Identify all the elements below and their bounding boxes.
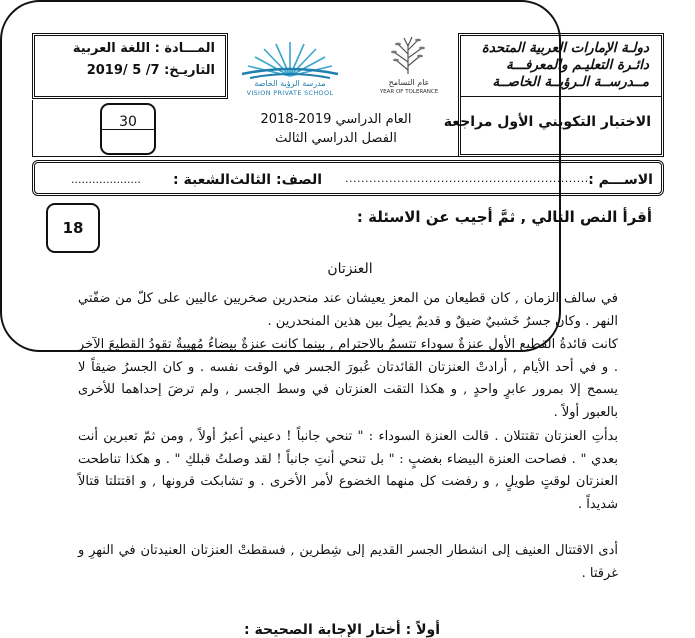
ghaf-tree-icon: [378, 34, 440, 76]
name-field[interactable]: ..............................................................: [345, 172, 593, 185]
section-score-box: [46, 203, 100, 253]
sunrise-logo-icon: [236, 36, 344, 80]
vision-logo-arabic: مدرسة الرؤية الخاصة: [254, 79, 326, 88]
total-score: 30: [119, 114, 137, 130]
school-info-box: [443, 33, 664, 157]
ministry-name: دائـرة التعليـم والمعرفـــة: [505, 57, 649, 73]
year-of-tolerance-logo: [378, 34, 440, 98]
story-paragraph-1: في سالف الزمان , كان قطيعان من المعز يعيشان عند منحدرين صخريين عاليين على كلّ من ضفّتي النهر . وكان جسرٌ خَشبيٌ ضيقٌ و قديمٌ يصِلُ بين هذين المنحدرين .: [78, 291, 618, 329]
section-label: الشعبة :: [173, 172, 230, 188]
tolerance-logo-english: YEAR OF TOLERANCE: [379, 89, 439, 95]
school-name: مــدرســة الـرؤيــة الخاصــة: [492, 74, 649, 90]
section-score: 18: [62, 219, 84, 237]
subject-line: المـــادة : اللغة العربية: [72, 41, 215, 56]
story-paragraph-2: كانت قائدةُ القطيع الأول عنزةٌ سوداء تتسمُ بالاحترام , بينما كانت عنزةٌ بيضاءُ مُهيبةٌ تقودُ القطيعَ الآخر . و في أحد الأيام , أرادتْ العنزتان القائدتان عُبورَ الجسر في الوقت نفسه . و كان الجسرُ ضيقاً لا يسمح إلا بمرور عابرٍ واحدٍ , و هكذا التقت العنزتان في وسط الجسر , ولم ترضَ إحداهما للأخرى بالعبور أولاً .: [78, 337, 618, 420]
subject-date-box: [32, 33, 228, 99]
year-term-row: [32, 100, 458, 157]
vision-logo-english: VISION PRIVATE SCHOOL: [246, 89, 334, 97]
exam-title: الاختبار التكويني الأول مراجعة: [443, 114, 651, 130]
country-name: دولـة الإمارات العربية المتحدة: [481, 40, 649, 56]
next-section-heading: أولاً : أختار الإجابة الصحيحة :: [244, 622, 440, 638]
date-line: التاريـخ: 7/ 5 /2019: [86, 63, 215, 78]
instruction-text: أقرأ النص التالي , ثمَّ أجيب عن الاسئلة :: [356, 208, 652, 226]
vision-school-logo: [236, 36, 344, 96]
tolerance-logo-arabic: عام التسامح: [388, 78, 430, 87]
student-info-bar: [32, 160, 664, 196]
total-score-box: [100, 103, 156, 155]
academic-year: العام الدراسي 2019-2018: [260, 112, 412, 127]
divider: [461, 96, 661, 97]
section-field[interactable]: ....................: [71, 173, 141, 186]
story-paragraph-4: أدى الاقتتال العنيف إلى انشطار الجسر القديم إلى شِطرين , فسقطتْ العنزتان العنيدتان في النهرِ و غرقتا .: [78, 543, 618, 581]
name-label: الاســـم :: [588, 172, 653, 188]
grade-label: الصف: الثالث: [230, 172, 323, 188]
term-label: الفصل الدراسي الثالث: [275, 131, 397, 146]
story-paragraph-3: بدأتِ العنزتان تقتتلان . قالت العنزة السوداء : " تنحي جانباً ! دعيني أعبرُ أولاً , ومن ثمّ تعبرين أنت بعدي " . فصاحت العنزة البيضاء بغضبٍ : " بل تنحي أنتِ جانباً ! لقد وصلتُ قبلكِ " . و هكذا تناطحت العنزتان لوقتٍ طويلٍ , و رفضت كل منهما الخضوع لأمر الأخرى . و تشابكت قرونها , و اقتتلتا قتالاً شديداً .: [78, 429, 618, 512]
story-title: العنزتان: [327, 261, 373, 277]
